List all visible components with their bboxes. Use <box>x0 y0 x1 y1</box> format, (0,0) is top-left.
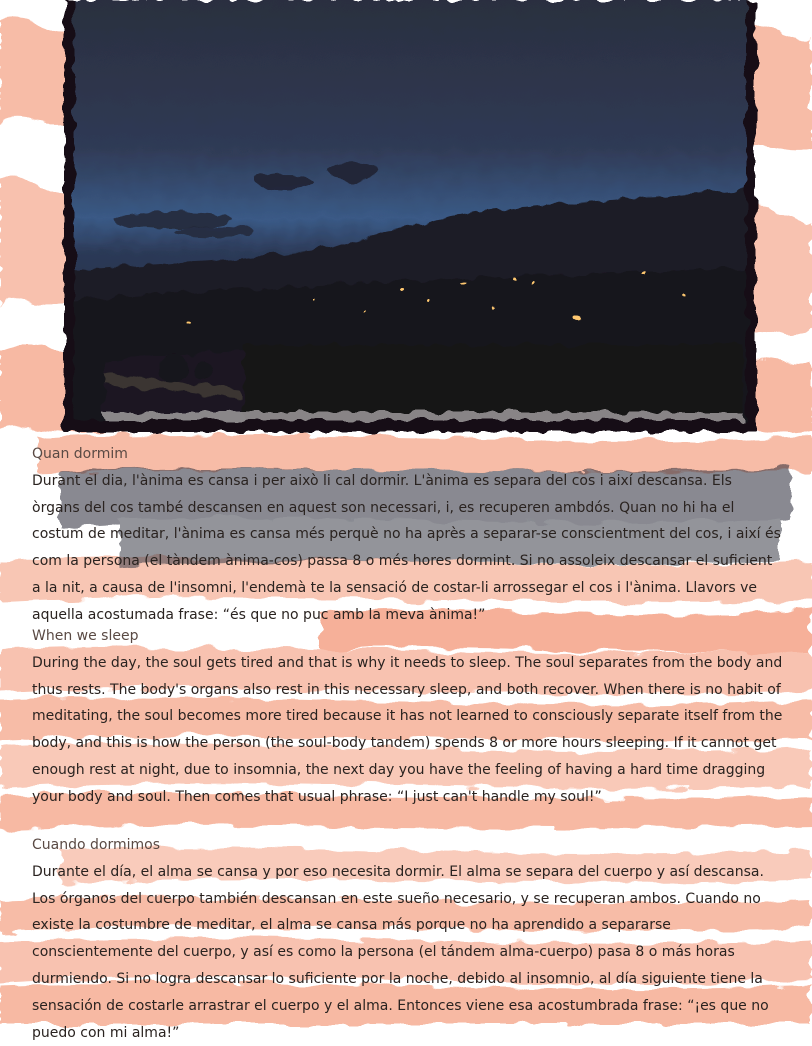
spanish-heading: Cuando dormimos <box>32 837 160 853</box>
spanish-section <box>32 832 784 1046</box>
spanish-body: Durante el día, el alma se cansa y por eso necesita dormir. El alma se separa del cuerpo y así descansa. Los órganos del cuerpo también descansan en este sueño necesario, y se recuperan ambos. Cuando no existe la costumbre de meditar, el alma se cansa más porque no ha aprendido a separarse conscientemente del cuerpo, y así es como la persona (el tándem alma-cuerpo) pasa 8 o más horas durmiendo. Si no logra descansar lo suficiente por la noche, debido al insomnio, al día siguiente tiene la sensación de costarle arrastrar el cuerpo y el alma. Entonces viene esa acostumbrada frase: “¡es que no puedo con mi alma!” <box>32 863 769 1041</box>
catalan-heading: Quan dormim <box>32 446 128 462</box>
catalan-body: Durant el dia, l'ànima es cansa i per això li cal dormir. L'ànima es separa del cos i així descansa. Els òrgans del cos també descansen en aquest son necessari, i, es recuperen ambdós. Quan no hi ha el costum de meditar, l'ànima es cansa més perquè no ha après a separar-se conscientment del cos, i així és com la persona (el tàndem ànima-cos) passa 8 o més hores dormint. Si no assoleix descansar el suficient a la nit, a causa de l'insomni, l'endemà te la sensació de costar-li arrossegar el cos i l'ànima. Llavors ve aquella acostumada frase: “és que no puc amb la meva ànima!” <box>32 472 781 623</box>
english-heading: When we sleep <box>32 628 139 644</box>
catalan-section <box>32 441 784 629</box>
english-section <box>32 623 784 811</box>
night-landscape-photo <box>64 0 756 432</box>
english-body: During the day, the soul gets tired and that is why it needs to sleep. The soul separates from the body and thus rests. The body's organs also rest in this necessary sleep, and both recover. When there is no habit of meditating, the soul becomes more tired because it has not learned to consciously separate itself from the body, and this is how the person (the soul-body tandem) spends 8 or more hours sleeping. If it cannot get enough rest at night, due to insomnia, the next day you have the feeling of having a hard time dragging your body and soul. Then comes that usual phrase: “I just can't handle my soul!” <box>32 654 783 805</box>
